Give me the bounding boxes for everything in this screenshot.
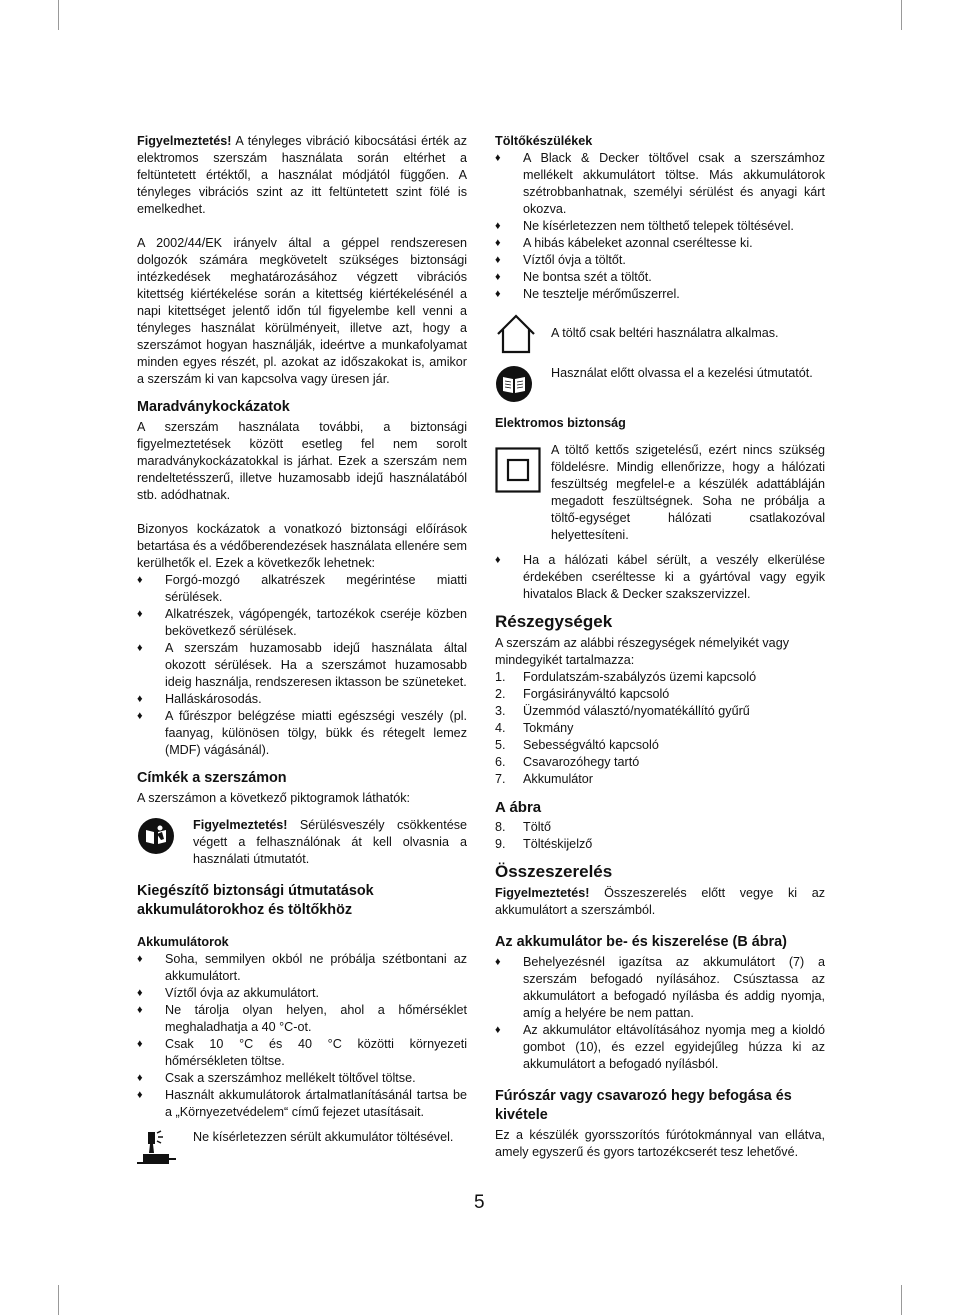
list-item: ♦ Ne kísérletezzen nem tölthető telepek töltésével. [495,218,825,235]
double-insulation-text: A töltő kettős szigetelésű, ezért nincs szükség földelésre. Mindig ellenőrizze, hogy a hálózati feszültség megfelel-e a készülék adattábláján megadott feszültségnek. Soha ne próbálja a töltő-egységet hálózati csatlakozóval helyettesíteni. [551,443,825,542]
crop-mark-bottom-left [58,1285,59,1315]
crop-mark-right [901,0,902,30]
vibration-warning [137,133,467,218]
left-column [137,133,467,1169]
read-instructions-text: Használat előtt olvassa el a kezelési útmutatót. [551,366,813,380]
list-item: 5. Sebességváltó kapcsoló [495,738,659,752]
list-item: ♦ A fűrészpor belégzése miatti egészségi veszély (pl. faanyag, különösen tölgy, bükk és rétegelt lemez (MDF) vágásánál). [137,708,467,759]
list-item: ♦ Használt akkumulátorok ártalmatlanításánál tartsa be a „Környezetvédelem“ című fejezet utasításait. [137,1087,467,1121]
assembly-heading: Összeszerelés [495,862,613,881]
risk-list [137,572,467,759]
list-item: ♦ Víztől óvja az akkumulátort. [137,985,467,1002]
damaged-battery-warning [137,1129,467,1169]
double-insulation-note [495,442,825,544]
list-item: ♦ Alkatrészek, vágópengék, tartozékok cseréje közben bekövetkező sérülések. [137,606,467,640]
crop-mark-left [58,0,59,30]
labels-intro: A szerszámon a következő piktogramok láthatók: [137,791,410,805]
right-column [495,133,825,1161]
assembly-warning [495,885,825,919]
warning-label: Figyelmeztetés! [137,134,232,148]
indoor-use-text: A töltő csak beltéri használatra alkalmas. [551,326,779,340]
list-item: ♦ Csak a szerszámhoz mellékelt töltővel töltse. [137,1070,467,1087]
damaged-battery-icon [137,1129,177,1176]
book-icon [495,365,533,408]
list-item: 1. Fordulatszám-szabályzós üzemi kapcsoló [495,670,757,684]
list-item: ♦ Behelyezésnél igazítsa az akkumulátort (7) a szerszám befogadó nyílásához. Csúsztassa az akkumulátort a befogadó nyílásba és addig nyomja, amíg a helyére be nem pattan. [495,954,825,1022]
read-instructions-note [495,365,825,405]
read-manual-warning [137,817,467,868]
figure-a-heading: A ábra [495,799,542,816]
extra-safety-heading: Kiegészítő biztonsági útmutatások akkumulátorokhoz és töltőkhöz [137,883,374,918]
indoor-house-icon [495,313,537,360]
list-item: 4. Tokmány [495,721,574,735]
list-item: ♦ Soha, semmilyen okból ne próbálja szétbontani az akkumulátort. [137,951,467,985]
list-item: ♦ Ne tárolja olyan helyen, ahol a hőmérséklet meghaladhatja a 40 °C-ot. [137,1002,467,1036]
batteries-heading: Akkumulátorok [137,935,229,949]
list-item: ♦ A Black & Decker töltővel csak a szerszámhoz mellékelt akkumulátort töltse. Más akkumulátorok szétrobbanhatnak, személyi sérülést és anyagi kárt okozva. [495,150,825,218]
list-item: ♦ Ne tesztelje mérőműszerrel. [495,286,825,303]
list-item: ♦ Ha a hálózati kábel sérült, a veszély elkerülése érdekében cseréltesse ki a gyártóval vagy egyik hivatalos Black & Decker szakszervizzel. [495,552,825,603]
list-item: 9. Töltéskijelző [495,837,593,851]
bit-heading: Fúrószár vagy csavarozó hegy befogása és kivétele [495,1088,792,1123]
damaged-battery-text: Ne kísérletezzen sérült akkumulátor töltésével. [193,1130,454,1144]
chargers-heading: Töltőkészülékek [495,134,593,148]
labels-heading: Címkék a szerszámon [137,770,287,786]
battery-list [137,951,467,1121]
warning-label: Figyelmeztetés! [495,886,590,900]
list-item: ♦ A szerszám huzamosabb idejű használata által okozott sérülések. Ha a szerszámot huzamosabb ideig használja, rendszeresen iktasson be szüneteket. [137,640,467,691]
list-item: 7. Akkumulátor [495,772,593,786]
list-item: ♦ Forgó-mozgó alkatrészek megérintése miatti sérülések. [137,572,467,606]
figure-a-list [495,819,825,853]
assembly-warning-text: Összeszerelés előtt vegye ki az akkumulátort a szerszámból. [495,886,825,917]
list-item: 3. Üzemmód választó/nyomatékállító gyűrű [495,704,750,718]
residual-paragraph: A szerszám használata további, a biztonsági figyelmeztetések között esetleg fel nem sorolt maradványkockázatokkal is járhat. Ezek a szerszám nem rendeltetésszerű, illetve huzamosabb idejű használatából stb. adódhatnak. [137,420,467,502]
indoor-use-note [495,313,825,357]
read-manual-icon [137,817,175,860]
charger-list [495,150,825,303]
crop-mark-bottom-right [901,1285,902,1315]
list-item: ♦ A hibás kábeleket azonnal cseréltesse ki. [495,235,825,252]
directive-paragraph: A 2002/44/EK irányelv által a géppel rendszeresen dolgozók számára megkövetelt szükséges biztonsági intézkedések meghatározásához végzett vibrációs kitettség kiértékelése során a kitettség kiértékelésénél a napi kitettséget jelentő időn túl figyelembe kell venni a tényleges használat körülményeit, illetve azt, hogy a szerszámot hogyan használják, ideértve a munkafolyamat minden egyes részét, pl. azokat az időszakokat is, amikor a szerszám ki van kapcsolva vagy üresen jár. [137,236,467,386]
double-insulation-icon [495,447,541,498]
unavoidable-paragraph: Bizonyos kockázatok a vonatkozó biztonsági előírások betartása és a védőberendezések használata ellenére sem kerülhetők el. Ezek a következők lehetnek: [137,522,467,570]
parts-list [495,669,825,788]
page-number: 5 [474,1192,485,1213]
read-manual-text: Sérülésveszély csökkentése végett a felhasználónak át kell olvasnia a használati útmutatót. [193,818,467,866]
residual-risks-heading: Maradványkockázatok [137,399,290,415]
list-item: 8. Töltő [495,820,551,834]
list-item: 2. Forgásirányváltó kapcsoló [495,687,670,701]
list-item: ♦ Víztől óvja a töltőt. [495,252,825,269]
electrical-safety-heading: Elektromos biztonság [495,416,626,430]
list-item: ♦ Halláskárosodás. [137,691,467,708]
warning-label: Figyelmeztetés! [193,818,288,832]
warning-text: A tényleges vibráció kibocsátási érték az elektromos szerszám használata során eltérhet a feltüntetett értéktől, a használat módjától függően. A tényleges vibrációs szint az itt feltüntetett szint fölé is emelkedhet. [137,134,467,216]
list-item: ♦ Az akkumulátor eltávolításához nyomja meg a kioldó gombot (10), és ezzel egyidejűleg húzza ki az akkumulátort a befogadó nyílásból. [495,1022,825,1073]
bit-paragraph: Ez a készülék gyorsszorítós fúrótokmánnyal van ellátva, amely egyszerű és gyors tartozékcserét tesz lehetővé. [495,1128,825,1159]
cable-list [495,552,825,603]
battery-fit-heading: Az akkumulátor be- és kiszerelése (B ábra) [495,934,787,950]
list-item: ♦ Csak 10 °C és 40 °C közötti környezeti hőmérsékleten töltse. [137,1036,467,1070]
battery-fit-list [495,954,825,1073]
list-item: 6. Csavarozóhegy tartó [495,755,640,769]
parts-intro: A szerszám az alábbi részegységek némelyikét vagy mindegyikét tartalmazza: [495,636,789,667]
parts-heading: Részegységek [495,612,613,631]
list-item: ♦ Ne bontsa szét a töltőt. [495,269,825,286]
